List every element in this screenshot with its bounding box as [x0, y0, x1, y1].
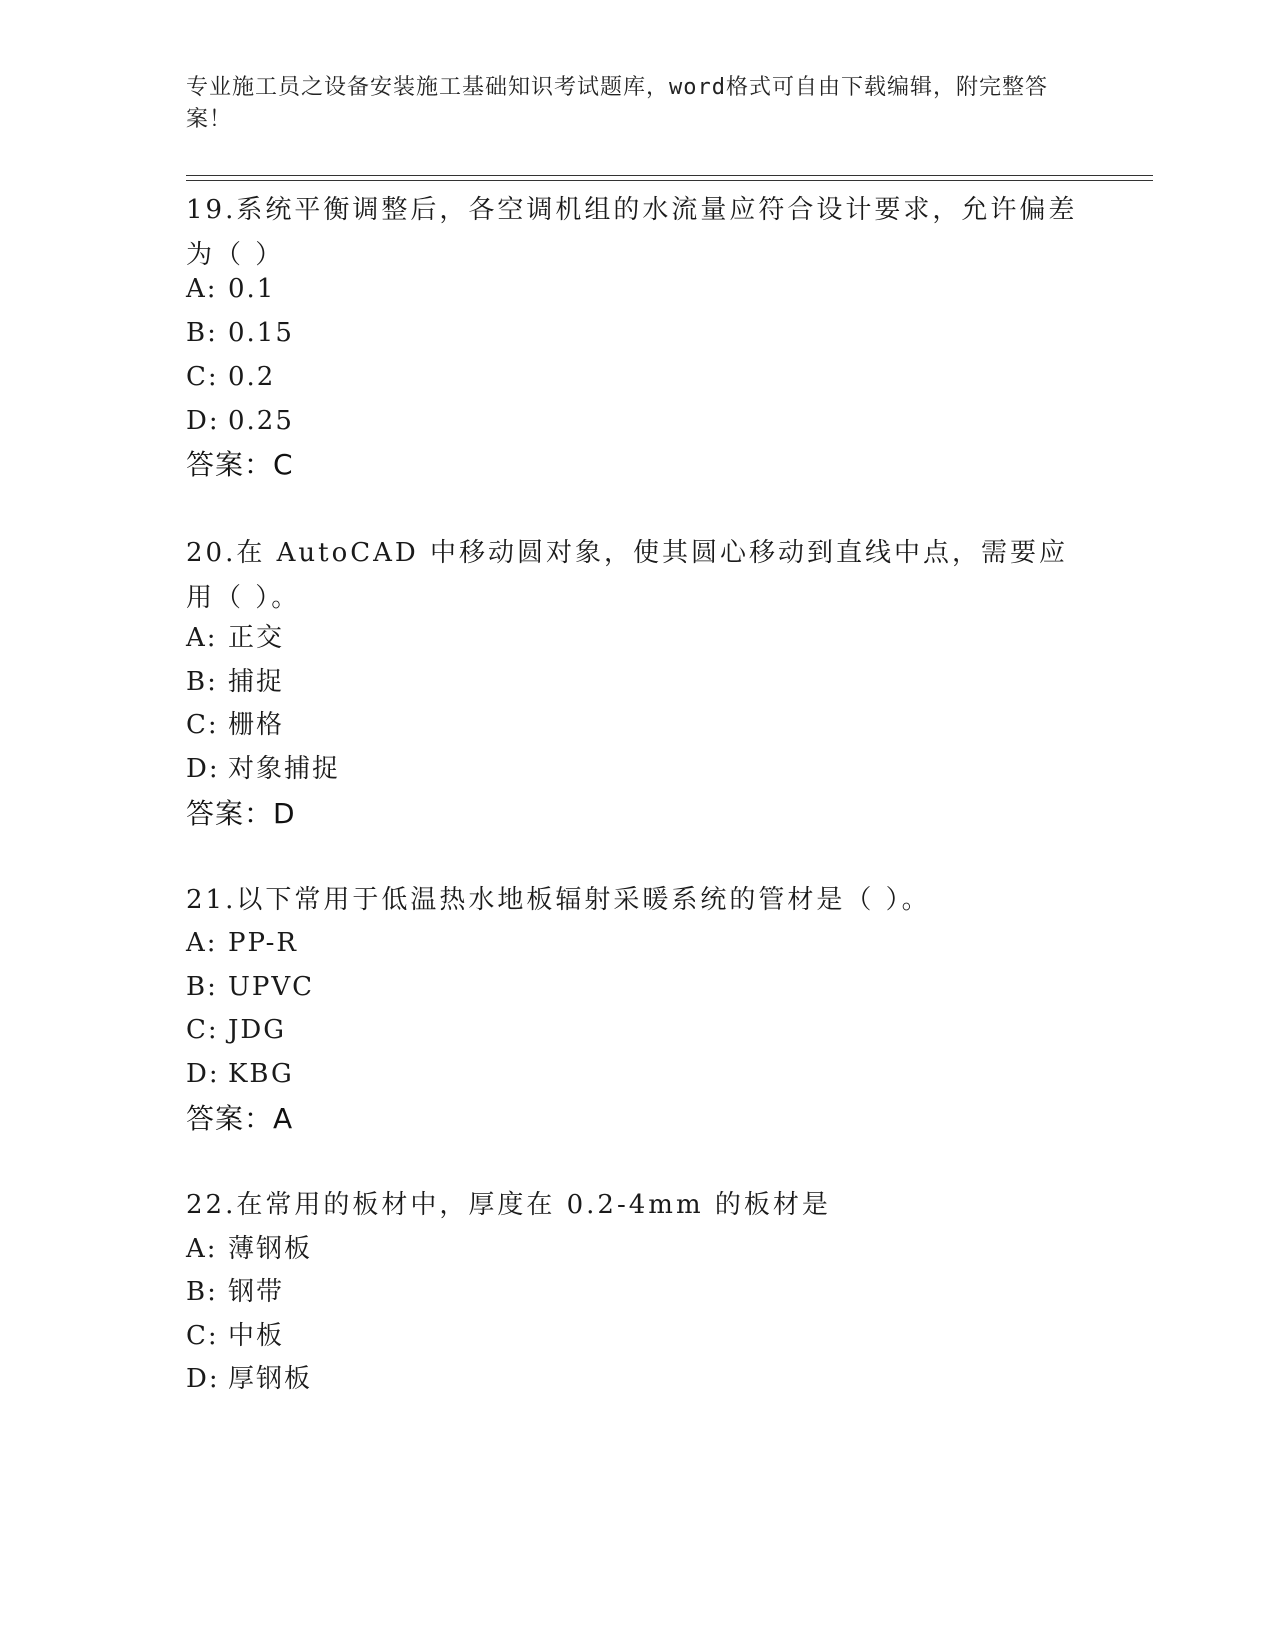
option-letter: C: — [186, 1015, 219, 1045]
header-rule-top — [186, 175, 1153, 176]
answer-prefix: 答案： — [186, 797, 274, 830]
option-letter: B: — [186, 972, 218, 1002]
option-text: 正交 — [228, 623, 285, 653]
question-stem: 在 AutoCAD 中移动圆对象，使其圆心移动到直线中点，需要应用（ ）。 — [186, 538, 1069, 613]
option-text: JDG — [228, 1015, 287, 1045]
document-header — [186, 72, 1066, 136]
question-20-option-a — [186, 616, 284, 661]
answer-value: D — [273, 797, 296, 830]
answer-value: C — [273, 448, 294, 481]
question-21-answer — [186, 1096, 293, 1141]
question-20-option-b — [186, 660, 284, 705]
question-20-answer — [186, 791, 296, 836]
answer-prefix: 答案： — [186, 1102, 274, 1135]
answer-value: A — [273, 1102, 294, 1135]
question-21-text — [186, 878, 1086, 923]
option-text: 栅格 — [228, 710, 285, 740]
question-21-option-a — [186, 921, 298, 966]
option-letter: D: — [186, 406, 220, 436]
question-21-option-c — [186, 1008, 286, 1053]
question-stem: 在常用的板材中，厚度在 0.2-4mm 的板材是 — [236, 1190, 831, 1220]
option-letter: A: — [186, 274, 218, 304]
question-19-text — [186, 188, 1086, 278]
question-number: 21. — [186, 885, 237, 915]
option-letter: D: — [186, 754, 220, 784]
question-22-option-a — [186, 1227, 312, 1272]
option-letter: B: — [186, 318, 218, 348]
question-22-option-c — [186, 1314, 284, 1359]
question-19-option-d — [186, 399, 294, 444]
question-stem: 系统平衡调整后，各空调机组的水流量应符合设计要求，允许偏差为（ ） — [186, 195, 1078, 270]
option-text: 薄钢板 — [228, 1234, 313, 1264]
header-rule-bottom — [186, 180, 1153, 181]
option-text: KBG — [228, 1059, 294, 1089]
option-letter: B: — [186, 667, 218, 697]
question-19-option-a — [186, 267, 275, 312]
option-letter: C: — [186, 1321, 219, 1351]
option-text: PP-R — [228, 928, 298, 958]
option-letter: C: — [186, 362, 219, 392]
question-22-option-b — [186, 1270, 284, 1315]
option-letter: A: — [186, 1234, 218, 1264]
option-text: UPVC — [228, 972, 315, 1002]
option-text: 0.1 — [228, 274, 276, 304]
option-text: 钢带 — [228, 1277, 285, 1307]
option-text: 0.15 — [228, 318, 294, 348]
question-22-text — [186, 1183, 1086, 1228]
question-19-answer — [186, 442, 294, 487]
question-19-option-b — [186, 311, 294, 356]
question-20-option-c — [186, 703, 284, 748]
option-text: 厚钢板 — [228, 1364, 313, 1394]
option-text: 中板 — [228, 1321, 285, 1351]
question-22-option-d — [186, 1357, 312, 1402]
question-20-text — [186, 531, 1086, 621]
question-21-option-b — [186, 965, 314, 1010]
question-21-option-d — [186, 1052, 294, 1097]
option-letter: B: — [186, 1277, 218, 1307]
option-letter: C: — [186, 710, 219, 740]
answer-prefix: 答案： — [186, 448, 274, 481]
question-stem: 以下常用于低温热水地板辐射采暖系统的管材是（ ）。 — [236, 885, 931, 915]
question-20-option-d — [186, 747, 340, 792]
option-text: 对象捕捉 — [228, 754, 341, 784]
option-text: 0.2 — [228, 362, 276, 392]
option-letter: A: — [186, 623, 218, 653]
question-19-option-c — [186, 355, 275, 400]
question-number: 22. — [186, 1190, 237, 1220]
option-text: 0.25 — [228, 406, 294, 436]
option-letter: A: — [186, 928, 218, 958]
option-text: 捕捉 — [228, 667, 285, 697]
header-text: 专业施工员之设备安装施工基础知识考试题库，word格式可自由下载编辑，附完整答案！ — [186, 75, 1048, 132]
option-letter: D: — [186, 1364, 220, 1394]
question-number: 20. — [186, 538, 237, 568]
option-letter: D: — [186, 1059, 220, 1089]
question-number: 19. — [186, 195, 237, 225]
